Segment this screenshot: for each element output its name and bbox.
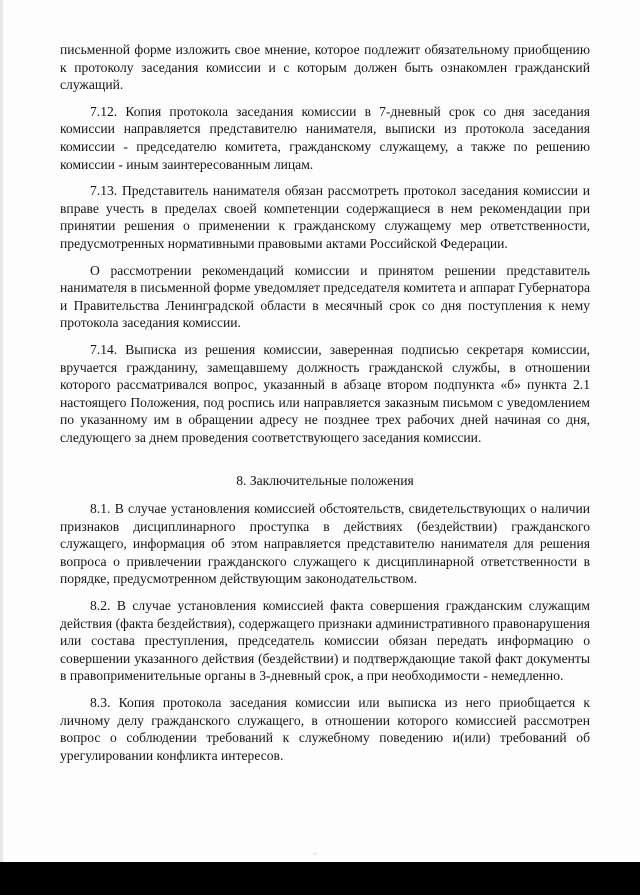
scan-edge xyxy=(0,0,3,862)
paragraph-8-2: 8.2. В случае установления комиссией факта совершения гражданским служащим действия (факта бездействия), содержащего признаки административного правонарушения или состава преступления, председатель комиссии обязан передать информацию о совершении указанного действия (бездействии) и подтверждающие такой факт документы в правоприменительные органы в 3-дневный срок, а при необходимости - немедленно. xyxy=(60,598,590,684)
section-heading: 8. Заключительные положения xyxy=(236,473,414,489)
paragraph-8-1: 8.1. В случае установления комиссией обстоятельств, свидетельствующих о наличии признаков дисциплинарного проступка в действиях (бездействии) гражданского служащего, информация об этом направляется представителю нанимателя для решения вопроса о привлечении гражданского служащего к дисциплинарной ответственности в порядке, предусмотренном действующим законодательством. xyxy=(60,501,590,587)
scan-artifact: ~ xyxy=(313,852,317,856)
paragraph-7-13-notice: О рассмотрении рекомендаций комиссии и принятом решении представитель нанимателя в письменной форме уведомляет председателя комитета и аппарат Губернатора и Правительства Ленинградской области в месячный срок со дня поступления к нему протокола заседания комиссии. xyxy=(60,262,590,331)
paragraph-7-12: 7.12. Копия протокола заседания комиссии в 7-дневный срок со дня заседания комиссии направляется представителю нанимателя, выписки из протокола заседания комиссии - председателю комитета, гражданскому служащему, а также по решению комиссии - иным заинтересованным лицам. xyxy=(60,103,590,172)
paragraph-7-13: 7.13. Представитель нанимателя обязан рассмотреть протокол заседания комиссии и вправе учесть в пределах своей компетенции содержащиеся в нем рекомендации при принятии решения о применении к гражданскому служащему мер ответственности, предусмотренных нормативными правовыми актами Российской Федерации. xyxy=(60,183,590,251)
paragraph-continuation: письменной форме изложить свое мнение, которое подлежит обязательному приобщению к протоколу заседания комиссии и с которым должен быть ознакомлен гражданский служащий. xyxy=(60,42,590,93)
document-body xyxy=(60,41,590,773)
scan-border xyxy=(0,862,640,895)
paragraph-7-14: 7.14. Выписка из решения комиссии, заверенная подписью секретаря комиссии, вручается гражданину, замещавшему должность гражданской службы, в отношении которого рассматривался вопрос, указанный в абзаце втором подпункта «б» пункта 2.1 настоящего Положения, под роспись или направляется заказным письмом с уведомлением по указанному им в обращении адресу не позднее трех рабочих дней начиная со дня, следующего за днем проведения соответствующего заседания комиссии. xyxy=(60,341,590,445)
paragraph-8-3: 8.3. Копия протокола заседания комиссии или выписка из него приобщается к личному делу гражданского служащего, в отношении которого комиссией рассмотрен вопрос о соблюдении требований к служебному поведению и(или) требований об урегулировании конфликта интересов. xyxy=(60,695,590,763)
